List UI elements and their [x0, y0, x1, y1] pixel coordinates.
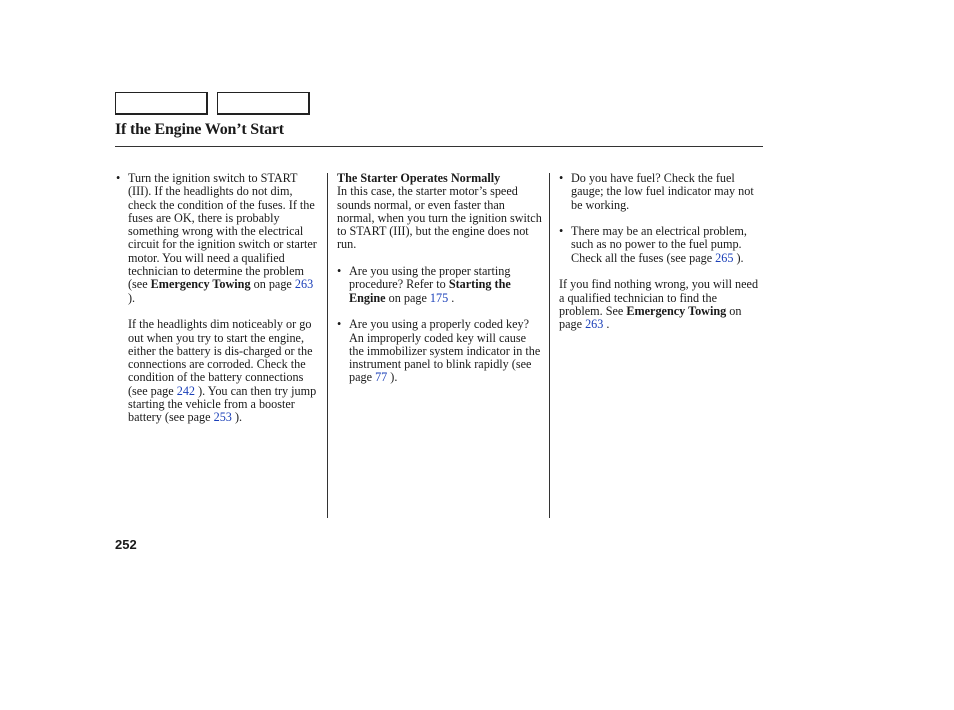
section-heading: The Starter Operates Normally — [337, 171, 501, 185]
list-item — [559, 225, 759, 265]
body-text: ). You can then try jump starting the vehicle from a booster battery (see page — [128, 383, 317, 425]
page-title: If the Engine Won’t Start — [115, 121, 284, 138]
body-text: If you find nothing wrong, you will need a qualified technician to find the problem. See — [559, 277, 759, 318]
nav-tab-box-1[interactable] — [115, 92, 208, 115]
column-divider-2 — [549, 173, 550, 518]
body-text: ). — [387, 370, 398, 385]
bullet-icon: • — [337, 317, 342, 332]
body-text: ). — [128, 290, 136, 305]
page-link[interactable]: 263 — [294, 277, 314, 292]
bullet-icon: • — [116, 171, 121, 185]
body-text: on page — [385, 290, 430, 305]
paragraph — [559, 278, 759, 331]
list-item — [559, 172, 759, 212]
cross-reference-title: Emergency Towing — [150, 277, 251, 292]
page-link[interactable]: 253 — [213, 410, 232, 425]
bullet-icon: • — [559, 171, 564, 185]
list-item — [337, 265, 542, 305]
column-divider-1 — [327, 173, 328, 518]
page-number: 252 — [115, 537, 137, 552]
body-text: Turn the ignition switch to START (III). If the headlights do not dim, check the condition of the fuses. If the fuses are OK, there is probably something wrong with the electrical circuit for the ignition switch or starter motor. You will need a qualified technician to determine the problem (see — [128, 171, 317, 292]
page-link[interactable]: 175 — [429, 290, 449, 305]
nav-tab-box-2[interactable] — [217, 92, 310, 115]
column-1 — [116, 172, 322, 425]
body-text: on page — [250, 277, 295, 292]
bullet-icon: • — [337, 264, 342, 279]
body-text: . — [603, 317, 610, 332]
body-text: Do you have fuel? Check the fuel gauge; the low fuel indicator may not be working. — [571, 171, 754, 212]
bullet-icon: • — [559, 224, 564, 239]
paragraph — [116, 318, 322, 424]
column-2 — [337, 172, 542, 385]
page-link[interactable]: 242 — [176, 383, 196, 398]
body-text: ). — [231, 410, 243, 425]
body-text: If the headlights dim noticeably or go out when you try to start the engine, either the battery is dis-charged or the connections are corroded. Check the condition of the battery connections (see page — [128, 317, 313, 398]
column-3 — [559, 172, 759, 332]
page-link[interactable]: 265 — [715, 250, 734, 265]
page-link[interactable]: 263 — [585, 317, 604, 332]
body-text: Are you using the proper starting procedure? Refer to — [349, 264, 511, 292]
cross-reference-title: Starting the Engine — [349, 277, 511, 305]
body-text: . — [448, 290, 455, 305]
body-text: ). — [733, 250, 744, 265]
cross-reference-title: Emergency Towing — [626, 303, 727, 318]
list-item — [337, 318, 542, 384]
title-divider — [115, 146, 763, 147]
body-text: There may be an electrical problem, such as no power to the fuel pump. Check all the fuses (see page — [571, 224, 747, 265]
page-link[interactable]: 77 — [375, 370, 388, 385]
body-text: on page — [559, 303, 742, 332]
list-item — [116, 172, 322, 305]
paragraph: In this case, the starter motor’s speed sounds normal, or even faster than normal, when you turn the ignition switch to START (III), but the engine does not run. — [337, 184, 542, 252]
body-text: Are you using a properly coded key? An improperly coded key will cause the immobilizer system indicator in the instrument panel to blink rapidly (see page — [349, 317, 541, 385]
